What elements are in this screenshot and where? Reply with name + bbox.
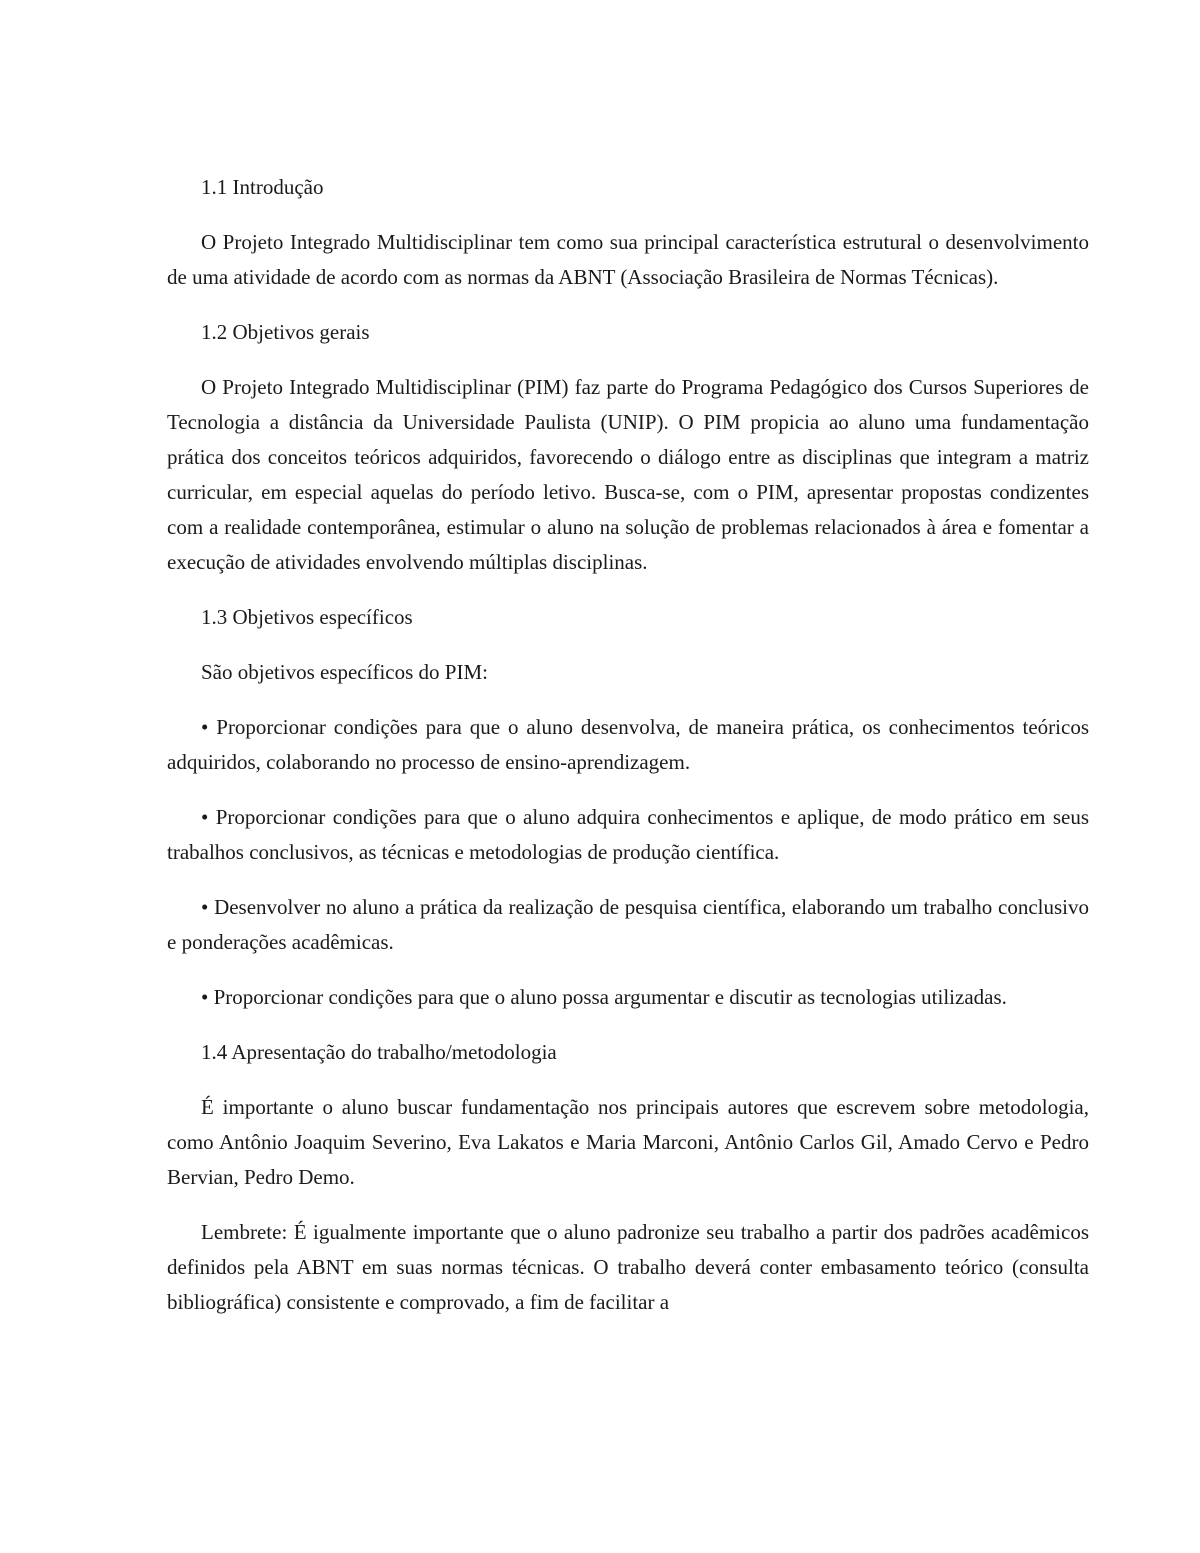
methodology-paragraph: É importante o aluno buscar fundamentação nos principais autores que escrevem sobre metodologia, como Antônio Joaquim Severino, Eva Lakatos e Maria Marconi, Antônio Carlos Gil, Amado Cervo e Pedro Bervian, Pedro Demo. xyxy=(167,1095,1089,1189)
general-objectives-paragraph: O Projeto Integrado Multidisciplinar (PIM) faz parte do Programa Pedagógico dos Cursos Superiores de Tecnologia a distância da Universidade Paulista (UNIP). O PIM propicia ao aluno uma fundamentação prática dos conceitos teóricos adquiridos, favorecendo o diálogo entre as disciplinas que integram a matriz curricular, em especial aquelas do período letivo. Busca-se, com o PIM, apresentar propostas condizentes com a realidade contemporânea, estimular o aluno na solução de problemas relacionados à área e fomentar a execução de atividades envolvendo múltiplas disciplinas. xyxy=(167,375,1089,574)
bullet-item: • Proporcionar condições para que o aluno desenvolva, de maneira prática, os conhecimentos teóricos adquiridos, colaborando no processo de ensino-aprendizagem. xyxy=(167,715,1089,774)
section-heading-specific-objectives: 1.3 Objetivos específicos xyxy=(201,605,413,629)
section-heading-general-objectives: 1.2 Objetivos gerais xyxy=(201,320,370,344)
specific-objectives-lead: São objetivos específicos do PIM: xyxy=(201,660,488,684)
bullet-item: • Proporcionar condições para que o aluno possa argumentar e discutir as tecnologias utilizadas. xyxy=(201,985,1007,1009)
section-heading-methodology: 1.4 Apresentação do trabalho/metodologia xyxy=(201,1040,557,1064)
section-heading-intro: 1.1 Introdução xyxy=(201,175,324,199)
bullet-item: • Desenvolver no aluno a prática da realização de pesquisa científica, elaborando um trabalho conclusivo e ponderações acadêmicas. xyxy=(167,895,1089,954)
reminder-paragraph: Lembrete: É igualmente importante que o aluno padronize seu trabalho a partir dos padrões acadêmicos definidos pela ABNT em suas normas técnicas. O trabalho deverá conter embasamento teórico (consulta bibliográfica) consistente e comprovado, a fim de facilitar a xyxy=(167,1220,1089,1314)
intro-paragraph: O Projeto Integrado Multidisciplinar tem como sua principal característica estrutural o desenvolvimento de uma atividade de acordo com as normas da ABNT (Associação Brasileira de Normas Técnicas). xyxy=(167,230,1089,289)
bullet-item: • Proporcionar condições para que o aluno adquira conhecimentos e aplique, de modo prático em seus trabalhos conclusivos, as técnicas e metodologias de produção científica. xyxy=(167,805,1089,864)
document-page xyxy=(167,170,1089,1340)
